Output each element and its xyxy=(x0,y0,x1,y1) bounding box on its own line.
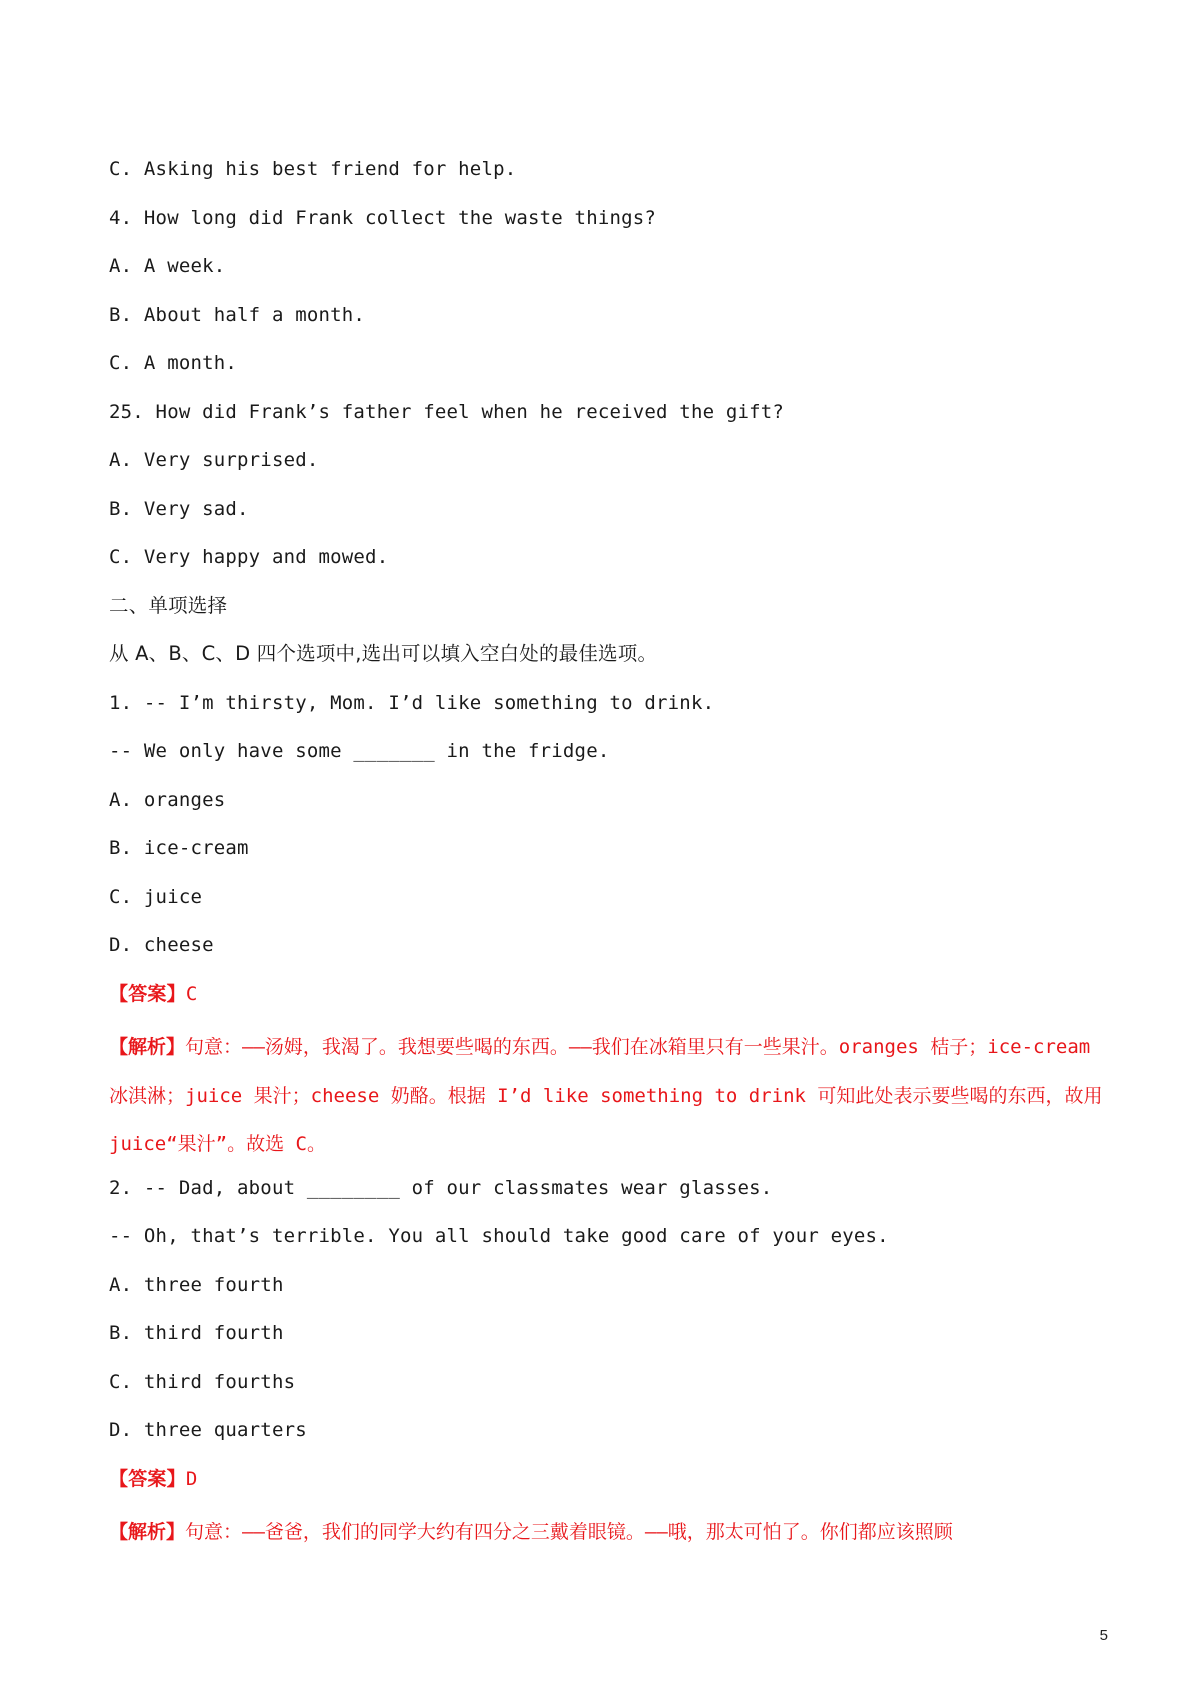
q25-option-b: B. Very sad. xyxy=(109,497,249,520)
q4-option-b: B. About half a month. xyxy=(109,303,366,326)
mc2-analysis-text: 句意：——爸爸，我们的同学大约有四分之三戴着眼镜。——哦，那太可怕了。你们都应该照顾 xyxy=(185,1521,953,1543)
q25-option-c: C. Very happy and mowed. xyxy=(109,546,389,568)
page-content xyxy=(109,150,1109,1557)
mc2-answer xyxy=(109,1460,1109,1509)
section-heading: 二、单项选择 xyxy=(109,593,228,617)
mc2-answer-value: D xyxy=(185,1467,198,1490)
q4-question: 4. How long did Frank collect the waste things? xyxy=(109,206,657,229)
mc1-option-a: A. oranges xyxy=(109,788,226,811)
mc1-answer xyxy=(109,975,1109,1024)
mc1-analysis xyxy=(109,1023,1109,1169)
mc2-question-line2: -- Oh, that’s terrible. You all should take good care of your eyes. xyxy=(109,1225,889,1247)
mc2-option-d: D. three quarters xyxy=(109,1419,307,1441)
q25-option-a: A. Very surprised. xyxy=(109,449,319,471)
q25-question: 25. How did Frank’s father feel when he received the gift? xyxy=(109,400,785,423)
mc2-answer-label: 【答案】 xyxy=(109,1467,186,1490)
q3-option-c: C. Asking his best friend for help. xyxy=(109,158,517,180)
mc2-analysis-label: 【解析】 xyxy=(109,1521,186,1543)
mc1-question-line2: -- We only have some _______ in the fridge. xyxy=(109,740,610,762)
section-instruction: 从 A、B、C、D 四个选项中,选出可以填入空白处的最佳选项。 xyxy=(109,642,658,665)
mc2-option-b: B. third fourth xyxy=(109,1322,284,1344)
mc2-option-c: C. third fourths xyxy=(109,1370,296,1393)
mc1-question-line1: 1. -- I’m thirsty, Mom. I’d like something to drink. xyxy=(109,691,715,714)
mc1-option-c: C. juice xyxy=(109,885,203,908)
mc2-question-line1: 2. -- Dad, about ________ of our classmates wear glasses. xyxy=(109,1176,773,1199)
q4-option-c: C. A month. xyxy=(109,352,238,374)
mc2-option-a: A. three fourth xyxy=(109,1273,284,1296)
mc1-option-b: B. ice-cream xyxy=(109,837,249,859)
q4-option-a: A. A week. xyxy=(109,255,226,277)
mc1-analysis-label: 【解析】 xyxy=(109,1036,186,1058)
mc1-option-d: D. cheese xyxy=(109,934,214,956)
page-number: 5 xyxy=(1099,1627,1108,1644)
mc2-analysis xyxy=(109,1508,1109,1557)
mc1-analysis-text: 句意：——汤姆，我渴了。我想要些喝的东西。——我们在冰箱里只有一些果汁。oranges 桔子；ice-cream 冰淇淋；juice 果汁；cheese 奶酪。根据 I’d like something to drink 可知此处表示要些喝的东西，故用 juice“果汁”。故选 C。 xyxy=(109,1036,1103,1155)
mc1-answer-label: 【答案】 xyxy=(109,982,186,1005)
mc1-answer-value: C xyxy=(185,982,198,1005)
